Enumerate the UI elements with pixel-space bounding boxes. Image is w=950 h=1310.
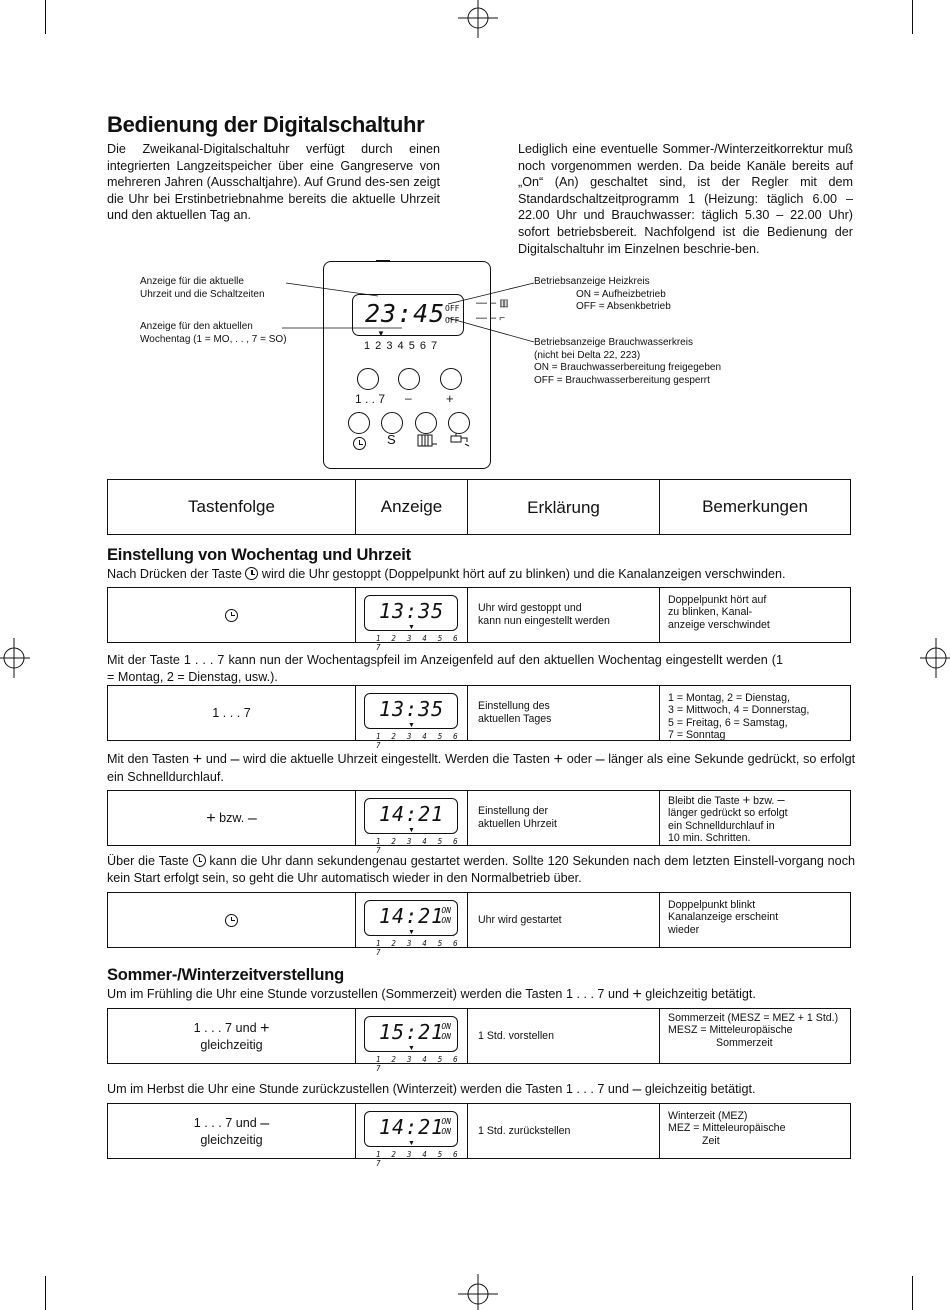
clock-icon [193, 854, 206, 867]
registration-mark-left [0, 630, 30, 686]
table-row: 14:21 ON ON ▼ 1 2 3 4 5 6 7 Uhr wird gestartet Doppelpunkt blinkt Kanalanzeige erscheint wieder [107, 892, 851, 948]
clock-icon [245, 567, 258, 580]
minus-button[interactable] [398, 368, 420, 390]
panel-days: 1 2 3 4 5 6 7 [364, 340, 439, 352]
panel-channels: OFF OFF [445, 304, 460, 325]
heating-status-indicator: — – ▥ [476, 297, 509, 309]
label-time-display: Anzeige für die aktuelle Uhrzeit und die Schaltzeiten [140, 276, 265, 300]
s-button-label: S [387, 432, 396, 447]
clock-icon [225, 914, 238, 927]
plus-button-label: + [446, 391, 454, 406]
controller-panel [323, 261, 491, 469]
col-display: Anzeige [356, 480, 468, 534]
section-paragraph: Über die Taste kann die Uhr dann sekundengenau gestartet werden. Sollte 120 Sekunden nach dem letzten Einstell-vorgang noch kein Start erfolgt sein, so geht die Uhr automatisch wieder in den Normalbetrieb über. [107, 854, 855, 885]
intro-left-text: Die Zweikanal-Digitalschaltuhr verfügt durch einen integrierten Langzeitspeicher über eine Gangreserve von mehreren Jahren (Ausschaltjahre). Auf Grund des-sen zeigt die Uhr bei Erstinbetriebnahme bereits die aktuelle Uhrzeit und den aktuellen Tag an. [107, 142, 440, 223]
section-heading: Sommer-/Winterzeitverstellung [107, 966, 345, 984]
water-button[interactable] [448, 412, 470, 434]
lcd-cell: 15:21 ON ON ▼ 1 2 3 4 5 6 7 [356, 1009, 468, 1063]
crop-mark [912, 0, 913, 34]
label-heating-status: Betriebsanzeige Heizkreis ON = Aufheizbetrieb OFF = Absenkbetrieb [534, 276, 671, 313]
label-day-display: Anzeige für den aktuellen Wochentag (1 = MO, . . , 7 = SO) [140, 321, 287, 345]
days-button[interactable] [357, 368, 379, 390]
clock-icon [225, 609, 238, 622]
table-row: 13:35 ▼ 1 2 3 4 5 6 7 Uhr wird gestoppt und kann nun eingestellt werden Doppelpunkt hört auf zu blinken, Kanal- anzeige verschwindet [107, 587, 851, 643]
section-paragraph: Um im Frühling die Uhr eine Stunde vorzustellen (Sommerzeit) werden die Tasten 1 . . . 7 und + gleichzeitig betätigt. [107, 986, 756, 1003]
panel-time: 23:45 [365, 299, 446, 328]
table-row: 1 . . . 7 und + gleichzeitig 15:21 ON ON ▼ 1 2 3 4 5 6 7 1 Std. vorstellen Sommerzeit (MESZ = MEZ + 1 Std.) MESZ = Mitteleuropäische Sommerzeit [107, 1008, 851, 1064]
lcd-cell: 13:35 ▼ 1 2 3 4 5 6 7 [356, 686, 468, 740]
lcd-cell: 14:21 ON ON ▼ 1 2 3 4 5 6 7 [356, 1104, 468, 1158]
section-paragraph: Mit den Tasten + und – wird die aktuelle Uhrzeit eingestellt. Werden die Tasten + oder – länger als eine Sekunde gedrückt, so erfolgt ein Schnelldurchlauf. [107, 751, 856, 784]
table-row: 1 . . . 7 und – gleichzeitig 14:21 ON ON ▼ 1 2 3 4 5 6 7 1 Std. zurückstellen Winterzeit (MEZ) MEZ = Mitteleuropäische Zeit [107, 1103, 851, 1159]
registration-mark-bottom [450, 1272, 506, 1310]
clock-icon [353, 437, 366, 450]
table-header [107, 479, 851, 535]
col-remarks: Bemerkungen [702, 496, 808, 516]
plus-button[interactable] [440, 368, 462, 390]
lcd-cell: 14:21 ▼ 1 2 3 4 5 6 7 [356, 791, 468, 845]
radiator-icon [415, 434, 439, 448]
intro-right-text: Lediglich eine eventuelle Sommer-/Winterzeitkorrektur muß noch vorgenommen werden. Da beide Kanäle bereits auf „On“ (An) geschaltet sind, ist der Regler mit dem Standardschaltzeitprogramm 1 (Heizung: täglich 6.00 – 22.00 Uhr und Brauchwasser: täglich 5.30 – 22.00 Uhr) sofort betriebsbereit. Nachfolgend ist die Bedienung der Digitalschaltuhr im Einzelnen beschrie-ben. [518, 142, 853, 256]
page-title: Bedienung der Digitalschaltuhr [107, 112, 425, 137]
registration-mark-top [450, 0, 506, 40]
section-paragraph: Um im Herbst die Uhr eine Stunde zurückzustellen (Winterzeit) werden die Tasten 1 . . . 7 und – gleichzeitig betätigt. [107, 1081, 756, 1098]
water-status-indicator: — – ⌐ [476, 312, 506, 324]
clock-button[interactable] [348, 412, 370, 434]
section-paragraph: Mit der Taste 1 . . . 7 kann nun der Wochentagspfeil im Anzeigenfeld auf den aktuellen Wochentag eingestellt werden (1 = Montag, 2 = Dienstag, usw.). [107, 653, 783, 684]
crop-mark [45, 0, 46, 34]
registration-mark-right [920, 630, 950, 686]
col-keys: Tastenfolge [108, 480, 356, 534]
tap-icon [450, 433, 472, 447]
section-heading: Einstellung von Wochentag und Uhrzeit [107, 546, 411, 564]
lcd-cell: 14:21 ON ON ▼ 1 2 3 4 5 6 7 [356, 893, 468, 947]
label-water-status: Betriebsanzeige Brauchwasserkreis (nicht bei Delta 22, 223) ON = Brauchwasserbereitung freigegeben OFF = Brauchwasserbereitung gesperrt [534, 337, 722, 386]
panel-lcd: 23:45 OFF OFF ▼ [352, 294, 464, 336]
col-explanation: Erklärung [468, 480, 660, 534]
crop-mark [912, 1276, 913, 1310]
s-button[interactable] [381, 412, 403, 434]
minus-button-label: – [405, 391, 412, 405]
lcd-cell: 13:35 ▼ 1 2 3 4 5 6 7 [356, 588, 468, 642]
heating-button[interactable] [415, 412, 437, 434]
days-button-label: 1 . . 7 [355, 392, 386, 406]
table-row: + bzw. – 14:21 ▼ 1 2 3 4 5 6 7 Einstellung der aktuellen Uhrzeit Bleibt die Taste + bzw. – länger gedrückt so erfolgt ein Schnelldurchlauf in 10 min. Schritten. [107, 790, 851, 846]
crop-mark [45, 1276, 46, 1310]
table-row: 1 . . . 7 13:35 ▼ 1 2 3 4 5 6 7 Einstellung des aktuellen Tages 1 = Montag, 2 = Dienstag, 3 = Mittwoch, 4 = Donnerstag, 5 = Freitag, 6 = Samstag, 7 = Sonntag [107, 685, 851, 741]
section-paragraph: Nach Drücken der Taste wird die Uhr gestoppt (Doppelpunkt hört auf zu blinken) und die Kanalanzeigen verschwinden. [107, 567, 786, 581]
